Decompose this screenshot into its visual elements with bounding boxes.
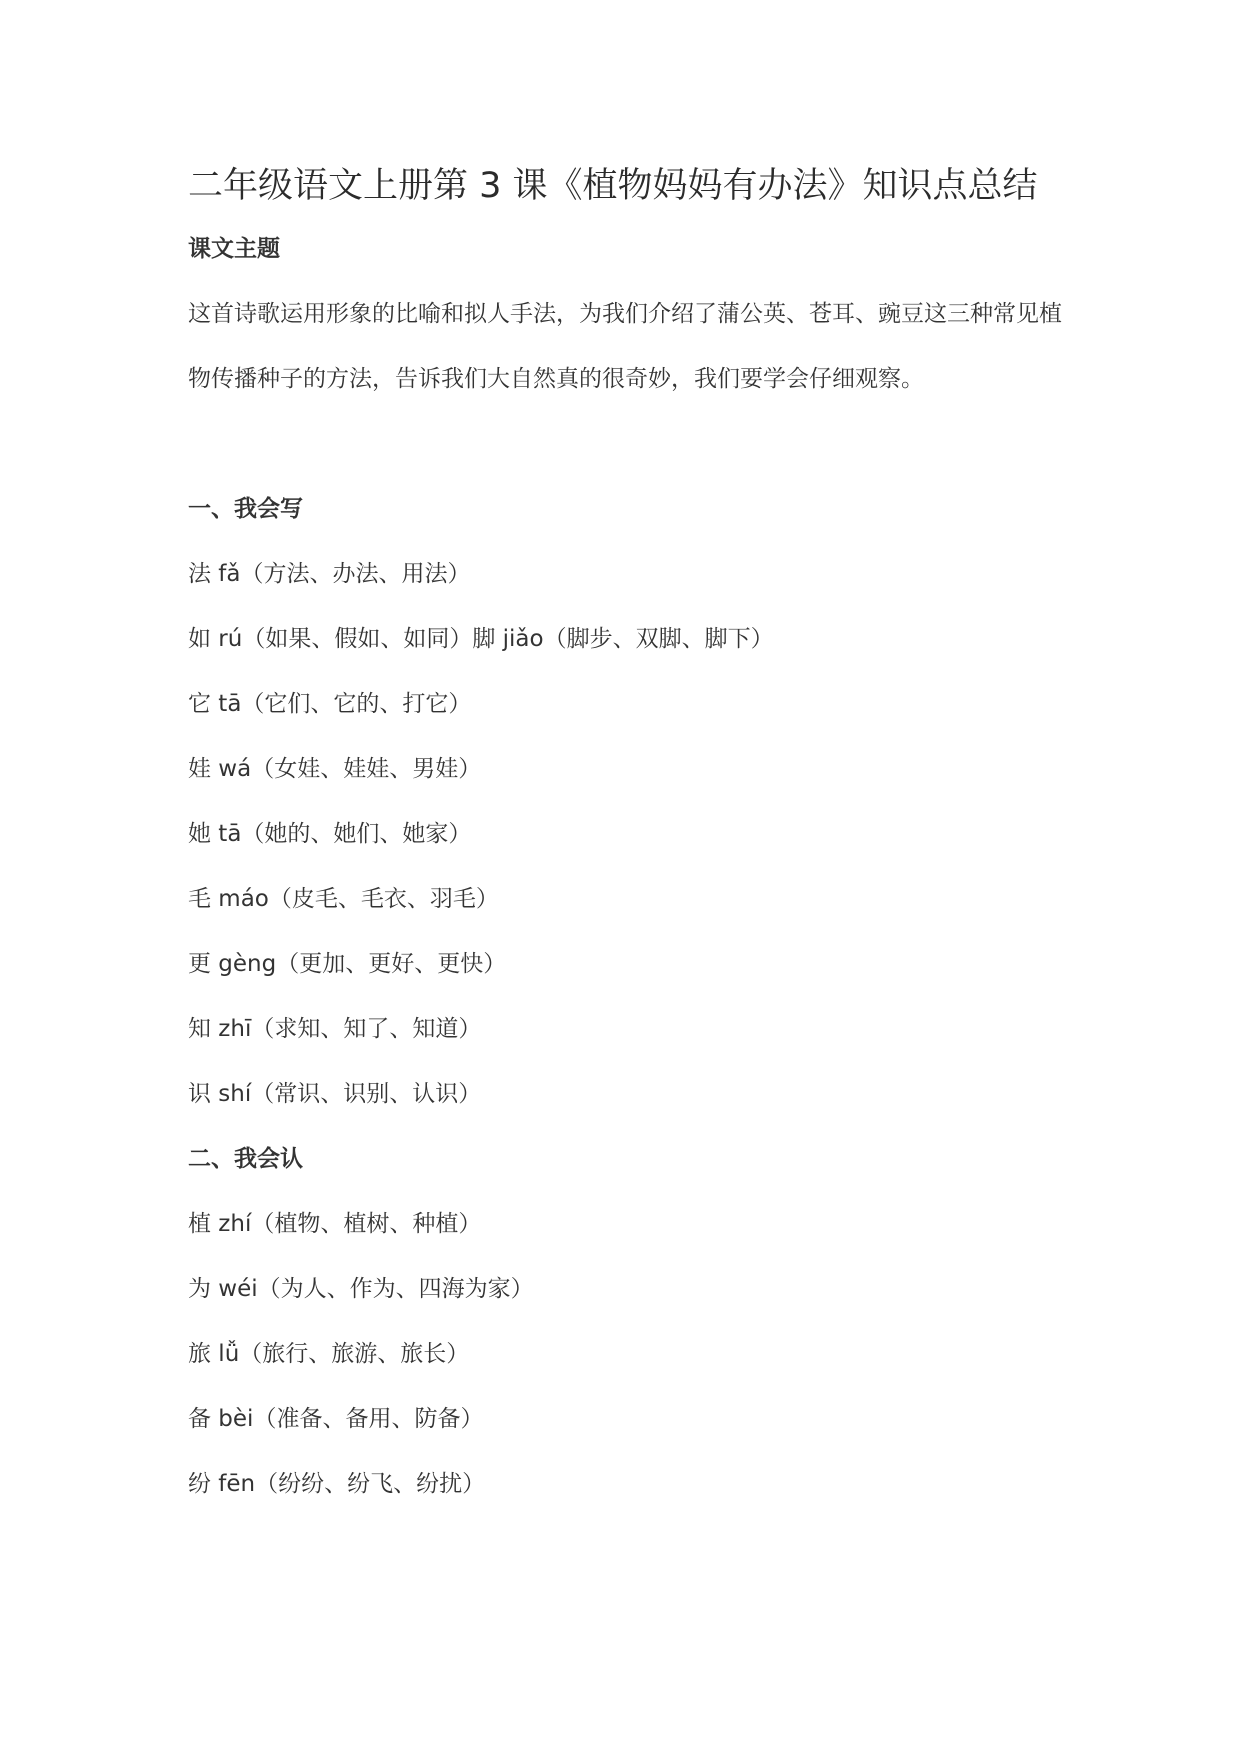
list-item: 更 gèng（更加、更好、更快） [188, 951, 507, 977]
list-item: 毛 máo（皮毛、毛衣、羽毛） [188, 886, 499, 912]
write-list [188, 542, 1068, 1127]
list-item: 它 tā（它们、它的、打它） [188, 691, 472, 717]
list-item: 旅 lǚ（旅行、旅游、旅长） [188, 1341, 470, 1367]
list-item: 娃 wá（女娃、娃娃、男娃） [188, 756, 482, 782]
document-title: 二年级语文上册第 3 课《植物妈妈有办法》知识点总结 [188, 166, 1038, 206]
list-item: 她 tā（她的、她们、她家） [188, 821, 472, 847]
list-item: 纷 fēn（纷纷、纷飞、纷扰） [188, 1471, 486, 1497]
recognize-heading: 二、我会认 [188, 1146, 303, 1172]
list-item: 法 fǎ（方法、办法、用法） [188, 561, 471, 587]
list-item: 为 wéi（为人、作为、四海为家） [188, 1276, 534, 1302]
list-item: 知 zhī（求知、知了、知道） [188, 1016, 482, 1042]
write-heading: 一、我会写 [188, 496, 303, 522]
document-page [188, 160, 1068, 1517]
list-item: 如 rú（如果、假如、如同）脚 jiǎo（脚步、双脚、脚下） [188, 626, 774, 652]
list-item: 识 shí（常识、识别、认识） [188, 1081, 482, 1107]
theme-paragraph: 这首诗歌运用形象的比喻和拟人手法，为我们介绍了蒲公英、苍耳、豌豆这三种常见植物传播种子的方法，告诉我们大自然真的很奇妙，我们要学会仔细观察。 [188, 301, 1062, 392]
list-item: 备 bèi（准备、备用、防备） [188, 1406, 484, 1432]
list-item: 植 zhí（植物、植树、种植） [188, 1211, 482, 1237]
section-spacer [188, 412, 1068, 477]
recognize-list [188, 1192, 1068, 1517]
theme-heading: 课文主题 [188, 236, 280, 262]
